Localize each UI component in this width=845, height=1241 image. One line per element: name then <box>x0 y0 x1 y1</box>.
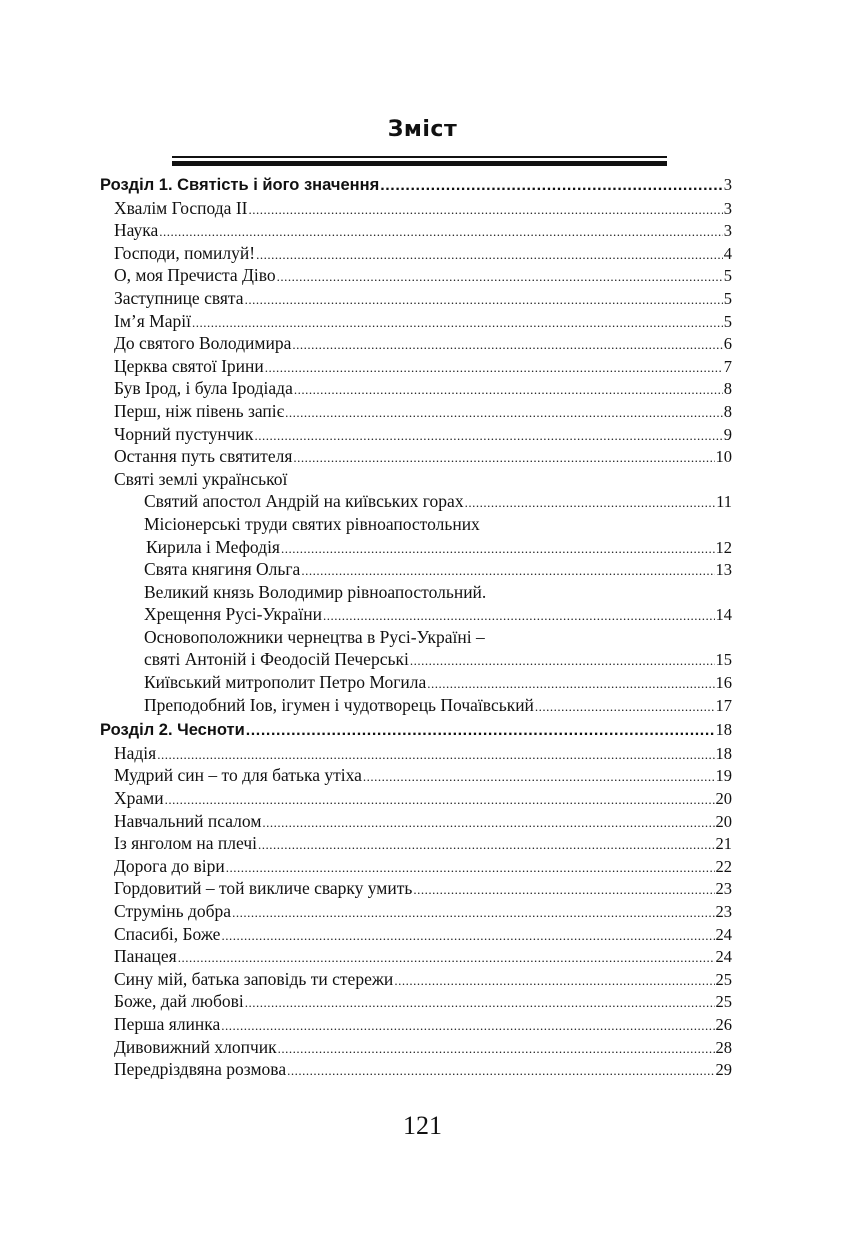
dot-leader <box>293 447 714 470</box>
dot-leader <box>287 1060 714 1083</box>
toc-entry[interactable] <box>100 310 732 333</box>
toc-section-heading[interactable] <box>100 174 732 197</box>
dot-leader <box>258 834 715 857</box>
toc-page-number: 24 <box>715 947 732 967</box>
toc-entry-title: Боже, дай любові <box>114 991 244 1012</box>
toc-page-number: 25 <box>715 992 732 1012</box>
toc-entry[interactable] <box>100 536 732 559</box>
toc-entry[interactable] <box>100 810 732 833</box>
toc-page-number: 12 <box>715 537 732 557</box>
dot-leader <box>226 857 715 880</box>
toc-entry-title: Дивовижний хлопчик <box>114 1036 277 1057</box>
toc-entry-first-line[interactable] <box>100 626 732 649</box>
title-rule-thin <box>172 156 667 158</box>
toc-entry-title: Преподобний Іов, ігумен і чудотворець Почаївський <box>144 694 534 715</box>
toc-entry-title: Мудрий син – то для батька утіха <box>114 765 362 786</box>
page-title: Зміст <box>387 117 458 142</box>
toc-entry[interactable] <box>100 490 732 513</box>
toc-entry-title: святі Антоній і Феодосій Печерські <box>144 649 409 670</box>
dot-leader <box>221 1015 714 1038</box>
toc-entry[interactable] <box>100 355 732 378</box>
toc-entry[interactable] <box>100 377 732 400</box>
dot-leader <box>159 221 722 244</box>
toc-entry[interactable] <box>100 558 732 581</box>
toc-entry[interactable] <box>100 423 732 446</box>
toc-page-number: 3 <box>723 175 732 194</box>
page-number: 121 <box>403 1111 442 1140</box>
dot-leader <box>245 992 715 1015</box>
dot-leader <box>285 402 723 425</box>
toc-entry[interactable] <box>100 877 732 900</box>
toc-entry[interactable] <box>100 855 732 878</box>
toc-entry[interactable] <box>100 603 732 626</box>
toc-entry[interactable] <box>100 287 732 310</box>
toc-page-number: 15 <box>715 650 732 670</box>
dot-leader <box>363 766 715 789</box>
toc-entry-title: Ім’я Марії <box>114 310 191 331</box>
toc-entry-title: Передріздвяна розмова <box>114 1059 287 1080</box>
toc-page-number: 18 <box>715 743 732 763</box>
toc-page-number: 5 <box>723 266 732 286</box>
toc-entry-title: Дорога до віри <box>114 855 225 876</box>
dot-leader <box>246 720 715 743</box>
toc-page-number: 9 <box>723 424 732 444</box>
toc-page-number: 6 <box>723 334 732 354</box>
toc-entry[interactable] <box>100 671 732 694</box>
dot-leader <box>256 244 723 267</box>
toc-entry-title: Великий князь Володимир рівноапостольний. <box>144 581 487 602</box>
toc-entry[interactable] <box>100 1013 732 1036</box>
toc-entry-title: Святий апостол Андрій на київських горах <box>144 491 464 512</box>
toc-entry-title: Основоположники чернецтва в Русі-Україні – <box>144 626 485 647</box>
toc-entry-title: Струмінь добра <box>114 901 232 921</box>
toc-page-number: 8 <box>723 379 732 399</box>
toc-page-number: 18 <box>715 720 732 740</box>
dot-leader <box>262 812 714 835</box>
toc-entry[interactable] <box>100 400 732 423</box>
toc-entry-title: Святі землі української <box>114 468 288 489</box>
toc-entry[interactable] <box>100 923 732 946</box>
toc-page-number: 5 <box>723 288 732 308</box>
toc-page-number: 3 <box>723 221 732 241</box>
toc-entry-title: Перш, ніж півень запіє <box>114 400 285 421</box>
toc-entry-title: Місіонерські труди святих рівноапостольних <box>144 513 480 534</box>
toc-page-number: 21 <box>715 834 732 854</box>
toc-page-number: 25 <box>715 969 732 989</box>
dot-leader <box>301 560 714 583</box>
toc-entry[interactable] <box>100 900 732 923</box>
toc-entry-title: Заступнице свята <box>114 287 244 308</box>
toc-page-number: 24 <box>715 924 732 944</box>
dot-leader <box>192 312 723 335</box>
dot-leader <box>245 289 723 312</box>
toc-entry-first-line[interactable] <box>100 581 732 604</box>
dot-leader <box>292 334 722 357</box>
dot-leader <box>165 789 715 812</box>
toc-page-number: 29 <box>715 1060 732 1080</box>
toc-entry[interactable] <box>100 332 732 355</box>
toc-subgroup-heading <box>100 468 732 491</box>
dot-leader <box>157 744 714 767</box>
toc-entry-first-line[interactable] <box>100 513 732 536</box>
toc-page-number: 23 <box>715 902 732 921</box>
toc-page-number: 16 <box>715 673 732 693</box>
toc-page-number: 14 <box>715 605 732 625</box>
toc-entry[interactable] <box>100 968 732 991</box>
toc-entry-title: Панацея <box>114 946 177 967</box>
toc-entry-title: Свята княгиня Ольга <box>144 559 301 580</box>
dot-leader <box>221 925 714 948</box>
toc-entry-title: Був Ірод, і була Іродіада <box>114 378 293 399</box>
toc-entry[interactable] <box>100 742 732 765</box>
toc-entry-title: Київський митрополит Петро Могила <box>144 672 427 693</box>
toc-entry[interactable] <box>100 787 732 810</box>
toc-page-number: 20 <box>715 789 732 809</box>
toc-page-number: 8 <box>723 401 732 421</box>
dot-leader <box>281 538 715 561</box>
toc-page-number: 3 <box>723 198 732 218</box>
dot-leader <box>380 175 723 198</box>
toc-entry[interactable] <box>100 764 732 787</box>
dot-leader <box>465 492 716 515</box>
toc-entry-title: Сину мій, батька заповідь ти стережи <box>114 968 394 989</box>
toc-entry[interactable] <box>100 990 732 1013</box>
toc-entry-title: Остання путь святителя <box>114 446 293 467</box>
dot-leader <box>278 1038 715 1061</box>
toc-entry-title: Спасибі, Боже <box>114 923 221 944</box>
dot-leader <box>254 425 722 448</box>
dot-leader <box>178 947 715 970</box>
toc-entry-title: Кирила і Мефодія <box>146 536 280 557</box>
toc-entry[interactable] <box>100 445 732 468</box>
toc-entry[interactable] <box>100 832 732 855</box>
toc-entry[interactable] <box>100 694 732 717</box>
toc-page-number: 7 <box>723 356 732 376</box>
dot-leader <box>427 673 714 696</box>
toc-entry-title: Хвалім Господа ІІ <box>114 197 248 218</box>
toc-entry-title: До святого Володимира <box>114 333 292 354</box>
dot-leader <box>294 379 723 402</box>
toc-page-number: 26 <box>715 1014 732 1034</box>
toc-entry[interactable] <box>100 219 732 242</box>
dot-leader <box>248 199 722 222</box>
dot-leader <box>277 266 723 289</box>
toc-page-number: 10 <box>715 447 732 467</box>
toc-entry[interactable] <box>100 197 732 220</box>
dot-leader <box>265 357 723 380</box>
toc-entry-title: Розділ 1. Святість і його значення <box>100 176 380 194</box>
toc-page-number: 17 <box>715 695 732 715</box>
toc-entry[interactable] <box>100 648 732 671</box>
dot-leader <box>394 970 714 993</box>
table-of-contents <box>100 174 732 1081</box>
dot-leader <box>535 696 715 719</box>
toc-entry[interactable] <box>100 1036 732 1059</box>
toc-entry[interactable] <box>100 264 732 287</box>
toc-entry[interactable] <box>100 945 732 968</box>
toc-entry-title: О, моя Пречиста Діво <box>114 265 276 286</box>
dot-leader <box>413 879 714 902</box>
toc-entry-title: Церква святої Ірини <box>114 355 264 376</box>
toc-entry-title: Навчальний псалом <box>114 810 262 831</box>
toc-page-number: 5 <box>723 311 732 331</box>
toc-entry-title: Хрещення Русі-України <box>144 604 322 625</box>
title-rule-thick <box>172 161 667 166</box>
toc-entry[interactable] <box>100 1058 732 1081</box>
toc-page-number: 13 <box>715 560 732 580</box>
toc-page-number: 4 <box>723 243 732 263</box>
toc-entry-title: Перша ялинка <box>114 1013 221 1034</box>
toc-page-number: 19 <box>715 766 732 786</box>
toc-page-number: 20 <box>715 811 732 831</box>
toc-page-number: 11 <box>716 492 732 512</box>
toc-page-number: 28 <box>715 1037 732 1057</box>
toc-section-heading[interactable] <box>100 719 732 742</box>
dot-leader <box>232 902 714 925</box>
dot-leader <box>410 650 715 673</box>
toc-entry-title: Гордовитий – той викличе сварку умить <box>114 878 413 899</box>
toc-entry-title: Храми <box>114 788 164 809</box>
dot-leader <box>323 605 715 628</box>
toc-entry-title: Чорний пустунчик <box>114 423 254 444</box>
toc-page-number: 23 <box>715 879 732 899</box>
toc-page-number: 22 <box>715 856 732 876</box>
toc-entry-title: Із янголом на плечі <box>114 833 257 854</box>
toc-entry-title: Розділ 2. Чесноти <box>100 721 245 740</box>
toc-entry-title: Господи, помилуй! <box>114 242 256 263</box>
toc-entry[interactable] <box>100 242 732 265</box>
toc-entry-title: Наука <box>114 220 159 241</box>
toc-entry-title: Надія <box>114 742 157 763</box>
